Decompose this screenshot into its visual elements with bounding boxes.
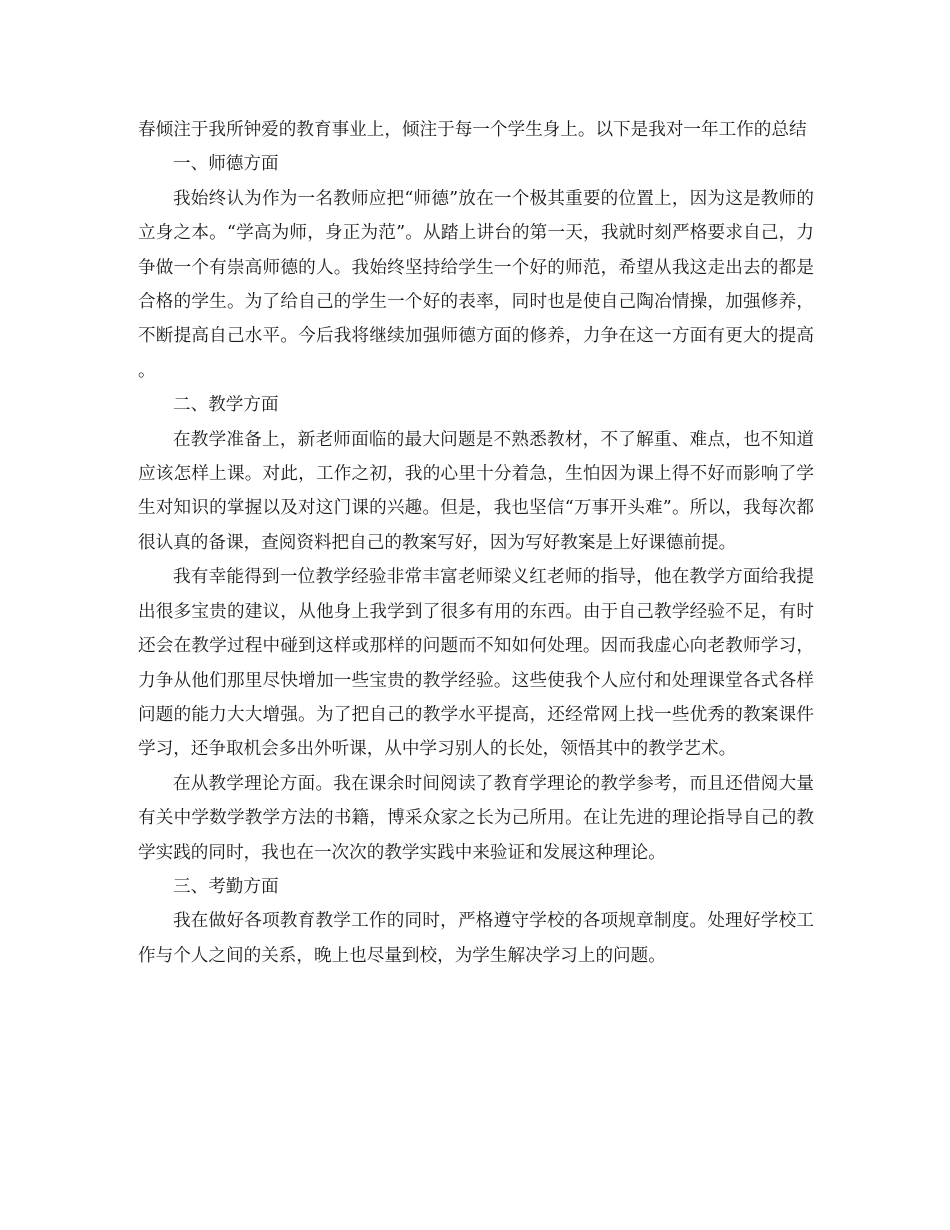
section-heading-attendance: 三、考勤方面 — [173, 876, 279, 897]
document-page — [138, 113, 814, 973]
section-heading-ethics: 一、师德方面 — [173, 154, 279, 175]
ethics-paragraph: 我始终认为作为一名教师应把“师德”放在一个极其重要的位置上，因为这是教师的立身之本。“学高为师，身正为范”。从踏上讲台的第一天，我就时刻严格要求自己，力争做一个有崇高师德的人。我始终坚持给学生一个好的师范，希望从我这走出去的都是合格的学生。为了给自己的学生一个好的表率，同时也是使自己陶冶情操，加强修养，不断提高自己水平。今后我将继续加强师德方面的修养，力争在这一方面有更大的提高。 — [138, 188, 814, 381]
teaching-paragraph-preparation: 在教学准备上，新老师面临的最大问题是不熟悉教材，不了解重、难点，也不知道应该怎样上课。对此，工作之初，我的心里十分着急，生怕因为课上得不好而影响了学生对知识的掌握以及对这门课的兴趣。但是，我也坚信“万事开头难”。所以，我每次都很认真的备课，查阅资料把自己的教案写好，因为写好教案是上好课德前提。 — [138, 429, 814, 553]
section-heading-teaching: 二、教学方面 — [173, 395, 279, 416]
teaching-paragraph-theory: 在从教学理论方面。我在课余时间阅读了教育学理论的教学参考，而且还借阅大量有关中学数学教学方法的书籍，博采众家之长为己所用。在让先进的理论指导自己的教学实践的同时，我也在一次次的教学实践中来验证和发展这种理论。 — [138, 773, 814, 863]
attendance-paragraph: 我在做好各项教育教学工作的同时，严格遵守学校的各项规章制度。处理好学校工作与个人之间的关系，晚上也尽量到校，为学生解决学习上的问题。 — [138, 911, 814, 966]
teaching-paragraph-mentor: 我有幸能得到一位教学经验非常丰富老师梁义红老师的指导，他在教学方面给我提出很多宝贵的建议，从他身上我学到了很多有用的东西。由于自己教学经验不足，有时还会在教学过程中碰到这样或那样的问题而不知如何处理。因而我虚心向老教师学习，力争从他们那里尽快增加一些宝贵的教学经验。这些使我个人应付和处理课堂各式各样问题的能力大大增强。为了把自己的教学水平提高，还经常网上找一些优秀的教案课件学习，还争取机会多出外听课，从中学习别人的长处，领悟其中的教学艺术。 — [138, 567, 814, 760]
intro-paragraph: 春倾注于我所钟爱的教育事业上，倾注于每一个学生身上。以下是我对一年工作的总结 — [138, 120, 807, 140]
